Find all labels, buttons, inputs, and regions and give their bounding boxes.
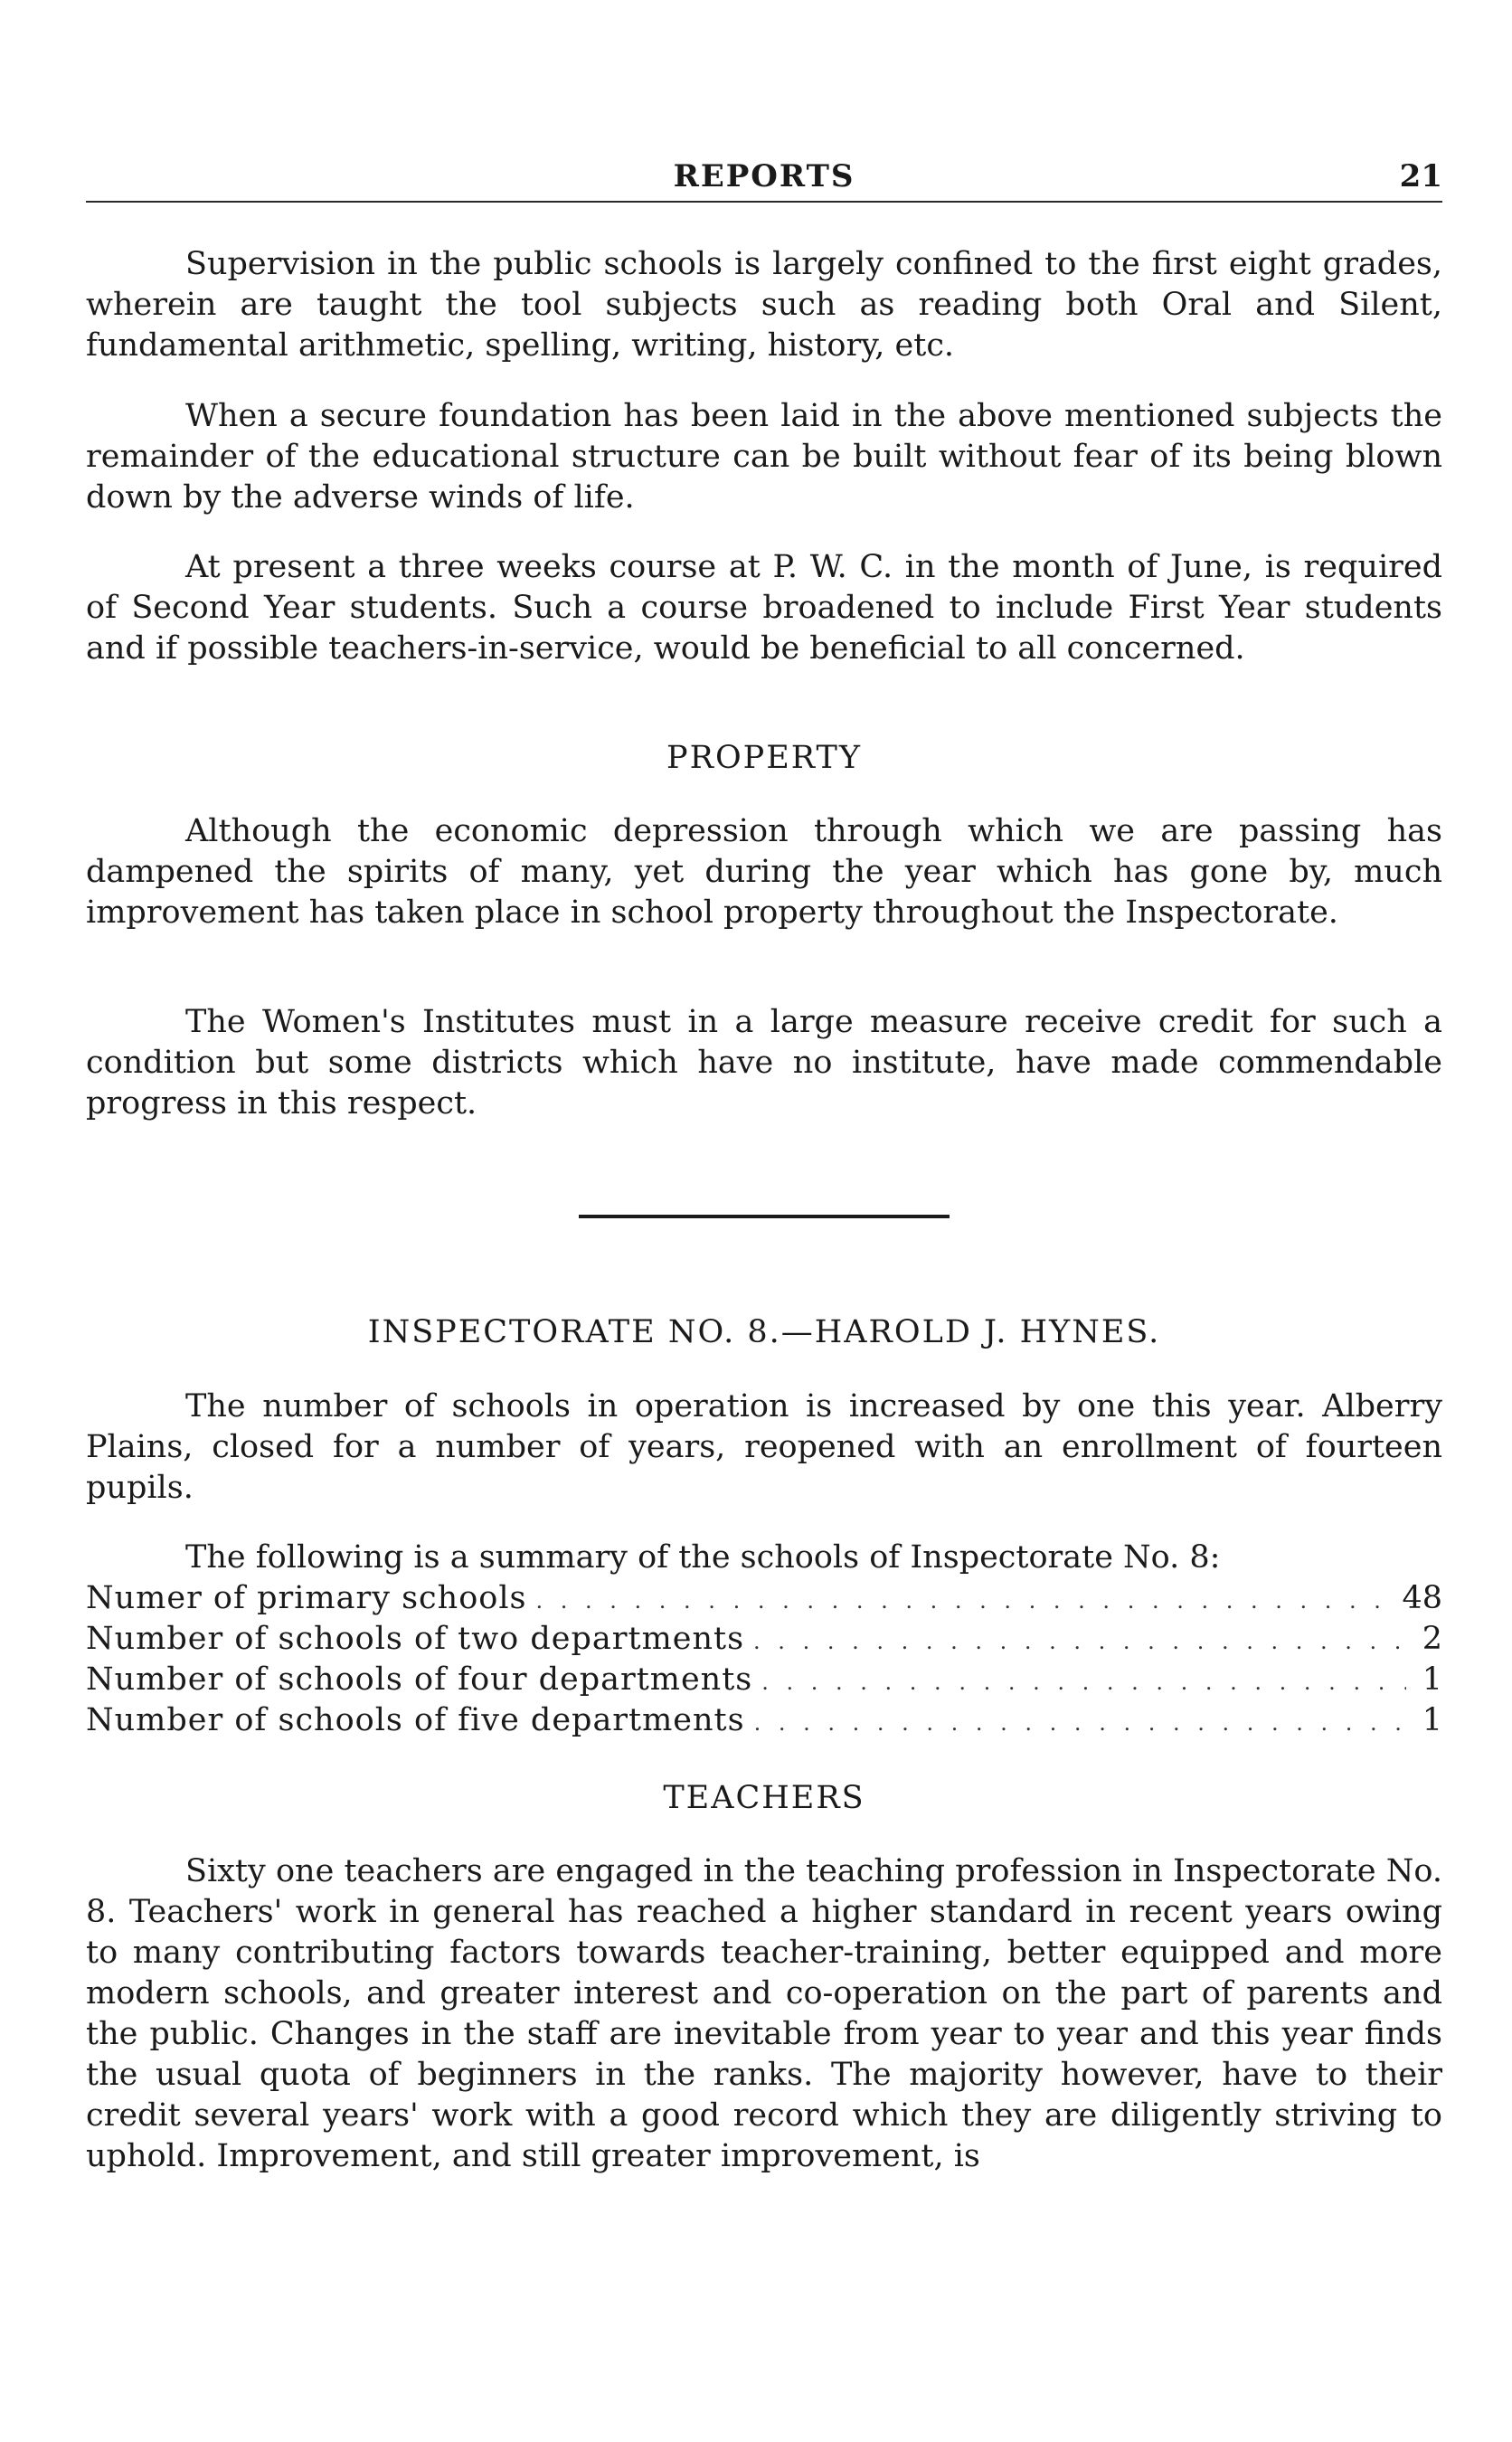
- summary-label: Number of schools of five departments: [86, 1702, 745, 1738]
- paragraph-property-1: Although the economic depression through which we are passing has dampened the spirits of many, yet during the year which has gone by, much improvement has taken place in school property throughout the Inspectorate.: [86, 813, 1442, 931]
- summary-value: 1: [1422, 1702, 1442, 1738]
- heading-teachers: TEACHERS: [663, 1780, 865, 1816]
- summary-value: 1: [1422, 1661, 1442, 1698]
- summary-label: Number of schools of four departments: [86, 1661, 753, 1698]
- summary-label: Numer of primary schools: [86, 1580, 527, 1616]
- heading-inspectorate: INSPECTORATE NO. 8.—HAROLD J. HYNES.: [367, 1314, 1161, 1350]
- summary-value: 48: [1402, 1580, 1442, 1616]
- summary-row: [86, 1660, 1442, 1700]
- header-rule: [86, 201, 1442, 203]
- page-number: 21: [1399, 158, 1442, 194]
- running-title: REPORTS: [673, 158, 855, 194]
- paragraph-foundation: When a secure foundation has been laid in the above mentioned subjects the remainder of the educational structure can be built without fear of its being blown down by the adverse winds of life.: [86, 398, 1442, 516]
- paragraph-supervision: Supervision in the public schools is largely confined to the first eight grades, wherein are taught the tool subjects such as reading both Oral and Silent, fundamental arithmetic, spelling, writing, history, etc.: [86, 246, 1442, 364]
- paragraph-property-2: The Women's Institutes must in a large measure receive credit for such a condition but some districts which have no institute, have made commendable progress in this respect.: [86, 1004, 1442, 1122]
- page-header: [86, 158, 1442, 194]
- summary-row: [86, 1619, 1442, 1660]
- summary-label: Number of schools of two departments: [86, 1621, 745, 1657]
- dot-leader: [754, 1703, 1406, 1744]
- dot-leader: [753, 1622, 1406, 1662]
- dot-leader: [761, 1662, 1406, 1703]
- dot-leader: [536, 1581, 1394, 1622]
- paragraph-course: At present a three weeks course at P. W. C. in the month of June, is required of Second Year students. Such a course broadened to include First Year students and if possible teachers-in-service, would be beneficial to all concerned.: [86, 549, 1442, 667]
- schools-summary-list: [86, 1578, 1442, 1741]
- paragraph-teachers-1: Sixty one teachers are engaged in the teaching profession in Inspectorate No. 8. Teachers' work in general has reached a higher standard in recent years owing to many contributing factors towards teacher-training, better equipped and more modern schools, and greater interest and co-operation on the part of parents and the public. Changes in the staff are inevitable from year to year and this year finds the usual quota of beginners in the ranks. The majority however, have to their credit several years' work with a good record which they are diligently striving to uphold. Improvement, and still greater improvement, is: [86, 1853, 1442, 2174]
- paragraph-inspectorate-1: The number of schools in operation is increased by one this year. Alberry Plains, closed for a number of years, reopened with an enrollment of fourteen pupils.: [86, 1388, 1442, 1506]
- document-page: [86, 0, 1442, 2442]
- heading-property: PROPERTY: [666, 740, 862, 776]
- summary-row: [86, 1578, 1442, 1619]
- paragraph-summary-intro: The following is a summary of the schools of Inspectorate No. 8:: [185, 1539, 1221, 1576]
- section-separator: [579, 1215, 950, 1218]
- summary-row: [86, 1700, 1442, 1741]
- summary-value: 2: [1422, 1621, 1442, 1657]
